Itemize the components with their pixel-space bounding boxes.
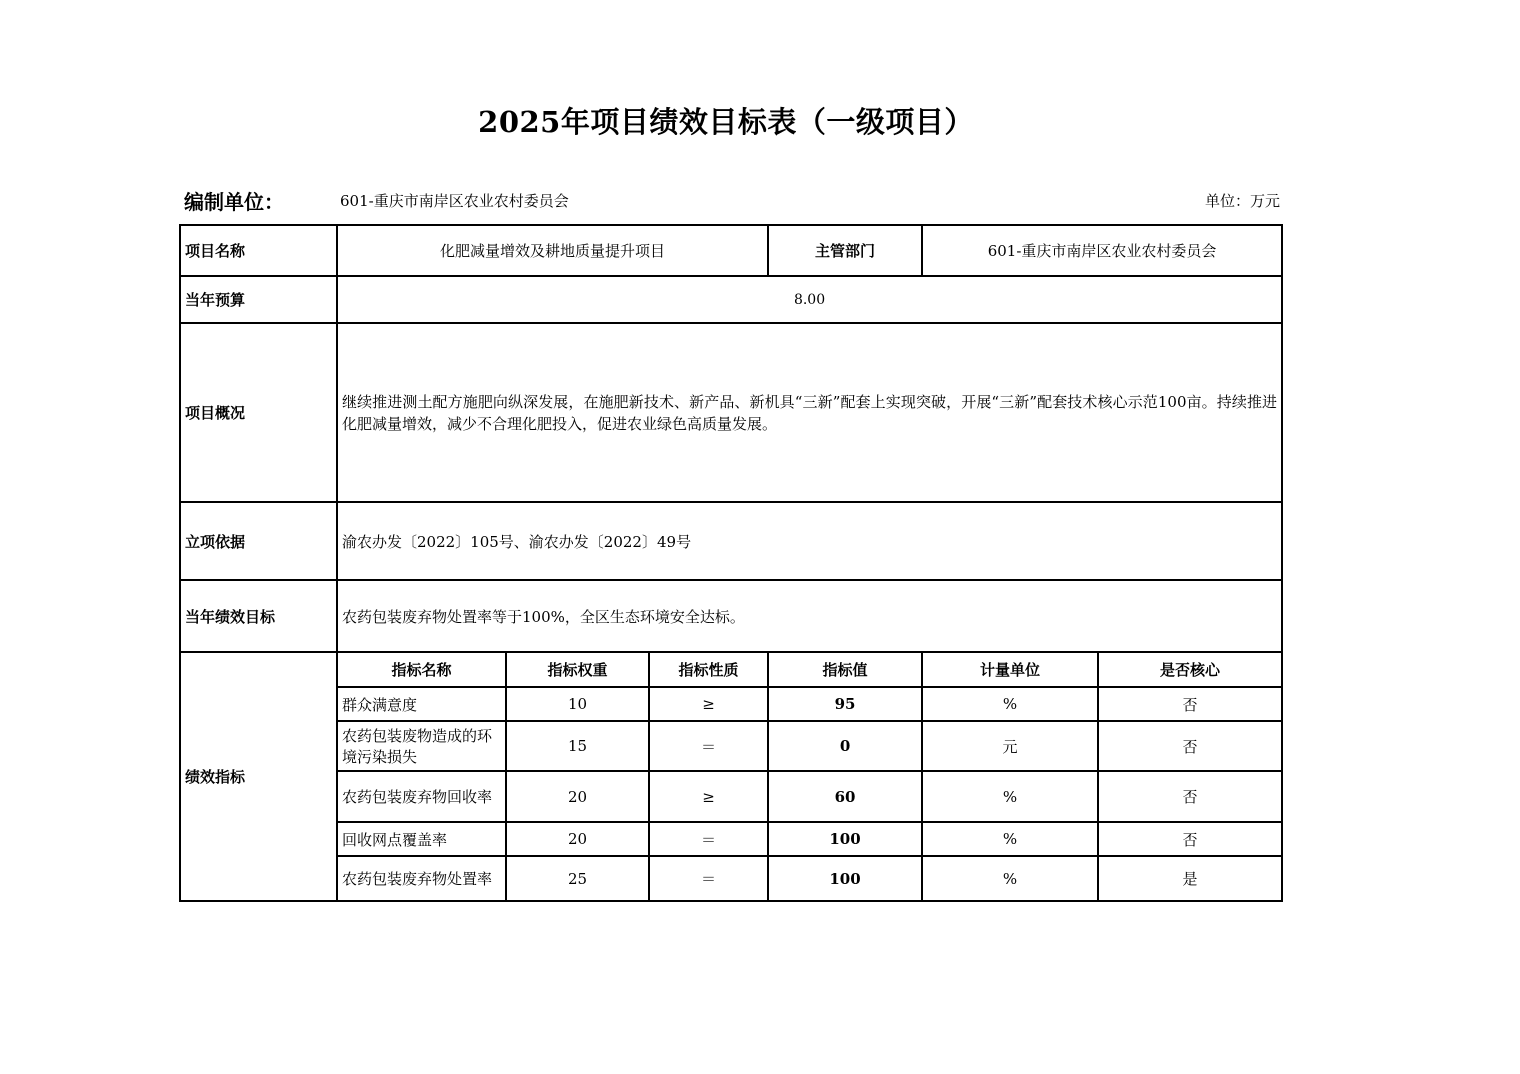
indicator-name: 群众满意度 [337,687,506,721]
budget-value: 8.00 [337,276,1282,323]
indicator-unit: % [922,771,1098,822]
indicator-name: 回收网点覆盖率 [337,822,506,856]
table-row [180,687,1282,721]
indicator-name: 农药包装废物造成的环境污染损失 [337,721,506,771]
indicator-header-row [180,652,1282,687]
indicator-core: 是 [1098,856,1282,901]
indicator-weight: 10 [506,687,649,721]
indicators-label: 绩效指标 [180,652,337,901]
indicator-nature: ≥ [649,771,768,822]
header-indicator-weight: 指标权重 [506,652,649,687]
overview-label: 项目概况 [180,323,337,502]
goal-label: 当年绩效目标 [180,580,337,652]
indicator-weight: 20 [506,771,649,822]
indicator-value: 60 [768,771,922,822]
indicator-value: 100 [768,822,922,856]
basis-value: 渝农办发〔2022〕105号、渝农办发〔2022〕49号 [337,502,1282,580]
row-basis [180,502,1282,580]
currency-unit: 单位：万元 [1204,192,1280,210]
performance-table [179,224,1283,902]
indicator-weight: 20 [506,822,649,856]
indicator-name: 农药包装废弃物处置率 [337,856,506,901]
header-indicator-value: 指标值 [768,652,922,687]
table-row [180,822,1282,856]
dept-value: 601-重庆市南岸区农业农村委员会 [922,225,1282,276]
indicator-unit: 元 [922,721,1098,771]
indicator-unit: % [922,822,1098,856]
budget-label: 当年预算 [180,276,337,323]
indicator-weight: 25 [506,856,649,901]
indicator-core: 否 [1098,721,1282,771]
goal-value: 农药包装废弃物处置率等于100%，全区生态环境安全达标。 [337,580,1282,652]
indicator-core: 否 [1098,687,1282,721]
header-indicator-nature: 指标性质 [649,652,768,687]
page-title: 2025年项目绩效目标表（一级项目） [478,105,974,139]
indicator-core: 否 [1098,822,1282,856]
indicator-core: 否 [1098,771,1282,822]
header-unit: 计量单位 [922,652,1098,687]
indicator-name: 农药包装废弃物回收率 [337,771,506,822]
header-is-core: 是否核心 [1098,652,1282,687]
indicator-value: 0 [768,721,922,771]
dept-label: 主管部门 [768,225,922,276]
overview-value: 继续推进测土配方施肥向纵深发展，在施肥新技术、新产品、新机具“三新”配套上实现突破，开展“三新”配套技术核心示范100亩。持续推进化肥减量增效，减少不合理化肥投入，促进农业绿色高质量发展。 [337,323,1282,502]
table-row [180,856,1282,901]
row-overview [180,323,1282,502]
row-project-name [180,225,1282,276]
org-value: 601-重庆市南岸区农业农村委员会 [340,192,569,210]
table-row [180,721,1282,771]
row-goal [180,580,1282,652]
indicator-nature: ＝ [649,822,768,856]
indicator-weight: 15 [506,721,649,771]
table-row [180,771,1282,822]
meta-row [184,186,1280,214]
indicator-value: 100 [768,856,922,901]
project-name-value: 化肥减量增效及耕地质量提升项目 [337,225,768,276]
row-budget [180,276,1282,323]
indicator-value: 95 [768,687,922,721]
indicator-unit: % [922,856,1098,901]
indicator-nature: ＝ [649,721,768,771]
header-indicator-name: 指标名称 [337,652,506,687]
indicator-unit: % [922,687,1098,721]
org-label: 编制单位： [184,190,284,214]
project-name-label: 项目名称 [180,225,337,276]
indicator-nature: ＝ [649,856,768,901]
basis-label: 立项依据 [180,502,337,580]
indicator-nature: ≥ [649,687,768,721]
